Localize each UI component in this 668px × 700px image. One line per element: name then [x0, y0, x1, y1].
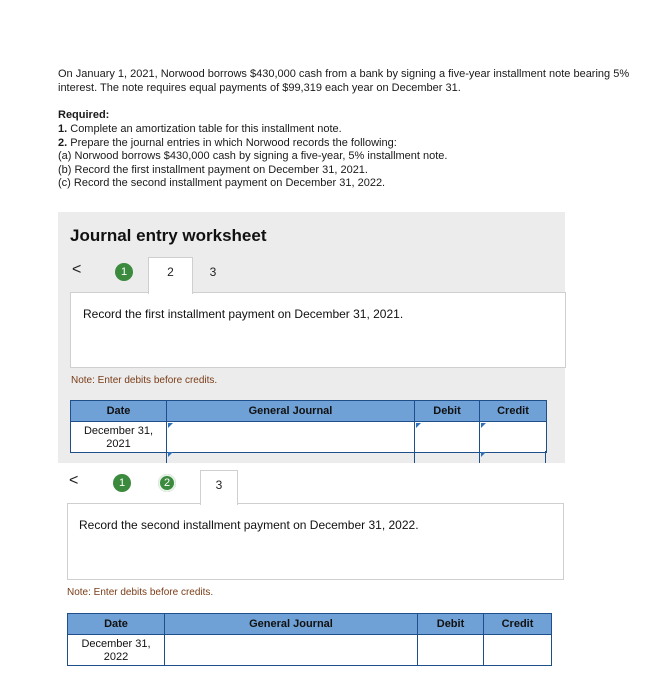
intro-line-1: On January 1, 2021, Norwood borrows $430,000 cash from a bank by signing a five-year installment note bearing 5%: [58, 68, 630, 80]
col-debit: Debit: [415, 401, 480, 422]
tab-step-3-label: 3: [215, 478, 223, 492]
prev-arrow-icon-2[interactable]: <: [69, 472, 79, 489]
requirement-2: [58, 137, 448, 151]
entry-2-date-line-2: 2022: [103, 651, 129, 663]
dropdown-marker-icon: [168, 452, 173, 457]
col-credit: Credit: [480, 401, 547, 422]
entry-2-credit-input[interactable]: [484, 635, 552, 666]
entry-2-account-input[interactable]: [165, 635, 418, 666]
requirement-a: (a) Norwood borrows $430,000 cash by signing a five-year, 5% installment note.: [58, 150, 448, 162]
step-1-button[interactable]: 1: [115, 263, 133, 281]
entry-1-prompt-box: [70, 292, 566, 368]
entry-2-note: Note: Enter debits before credits.: [67, 587, 214, 598]
requirement-1: [58, 123, 448, 137]
req1-number: 1.: [58, 123, 68, 135]
entry-1-journal-table: [70, 400, 547, 453]
required-list: [58, 123, 448, 191]
entry-1-next-row-partial: [70, 451, 546, 463]
req2-number: 2.: [58, 136, 68, 149]
entry-1-debit-input[interactable]: [415, 422, 480, 453]
step-1-button-2[interactable]: 1: [113, 474, 131, 492]
worksheet-title: Journal entry worksheet: [70, 226, 267, 245]
dropdown-marker-icon: [416, 423, 421, 428]
entry-2-prompt: Record the second installment payment on December 31, 2022.: [79, 518, 419, 532]
entry-1-date-line-2: 2021: [106, 438, 131, 450]
entry-2-prompt-box: [67, 503, 564, 580]
entry-2-debit-input[interactable]: [418, 635, 484, 666]
entry-1-note: Note: Enter debits before credits.: [71, 375, 218, 386]
col-credit-2: Credit: [484, 614, 552, 635]
required-title: Required:: [58, 109, 110, 121]
requirement-c: (c) Record the second installment payment on December 31, 2022.: [58, 177, 386, 189]
req1-text: Complete an amortization table for this installment note.: [67, 123, 342, 135]
entry-2-journal-table: [67, 613, 552, 666]
req2-text: Prepare the journal entries in which Norwood records the following:: [67, 136, 397, 149]
dropdown-marker-icon: [168, 423, 173, 428]
intro-line-2: interest. The note requires equal payments of $99,319 each year on December 31.: [58, 82, 461, 94]
dropdown-marker-icon: [481, 423, 486, 428]
dropdown-marker-icon: [481, 452, 486, 457]
entry-1-prompt: Record the first installment payment on December 31, 2021.: [83, 307, 404, 321]
col-general-journal-2: General Journal: [165, 614, 418, 635]
tab-step-3[interactable]: 3: [209, 265, 217, 279]
col-date-2: Date: [68, 614, 165, 635]
requirement-b: (b) Record the first installment payment on December 31, 2021.: [58, 163, 368, 176]
entry-1-account-input[interactable]: [167, 422, 415, 453]
prev-arrow-icon[interactable]: <: [72, 261, 82, 278]
step-2-button-2[interactable]: 2: [158, 474, 176, 492]
entry-1-date: [71, 422, 167, 453]
tab-step-2-label: 2: [167, 265, 174, 279]
col-date: Date: [71, 401, 167, 422]
entry-1-date-line-1: December 31,: [83, 425, 154, 437]
tab-step-3-active[interactable]: [200, 470, 238, 505]
entry-2-date-line-1: December 31,: [81, 638, 151, 650]
tab-step-2[interactable]: [148, 257, 193, 294]
tab-strip-line: [236, 470, 562, 504]
col-general-journal: General Journal: [167, 401, 415, 422]
col-debit-2: Debit: [418, 614, 484, 635]
entry-2-date: [68, 635, 165, 666]
problem-intro: [58, 67, 658, 95]
entry-1-credit-input[interactable]: [480, 422, 547, 453]
